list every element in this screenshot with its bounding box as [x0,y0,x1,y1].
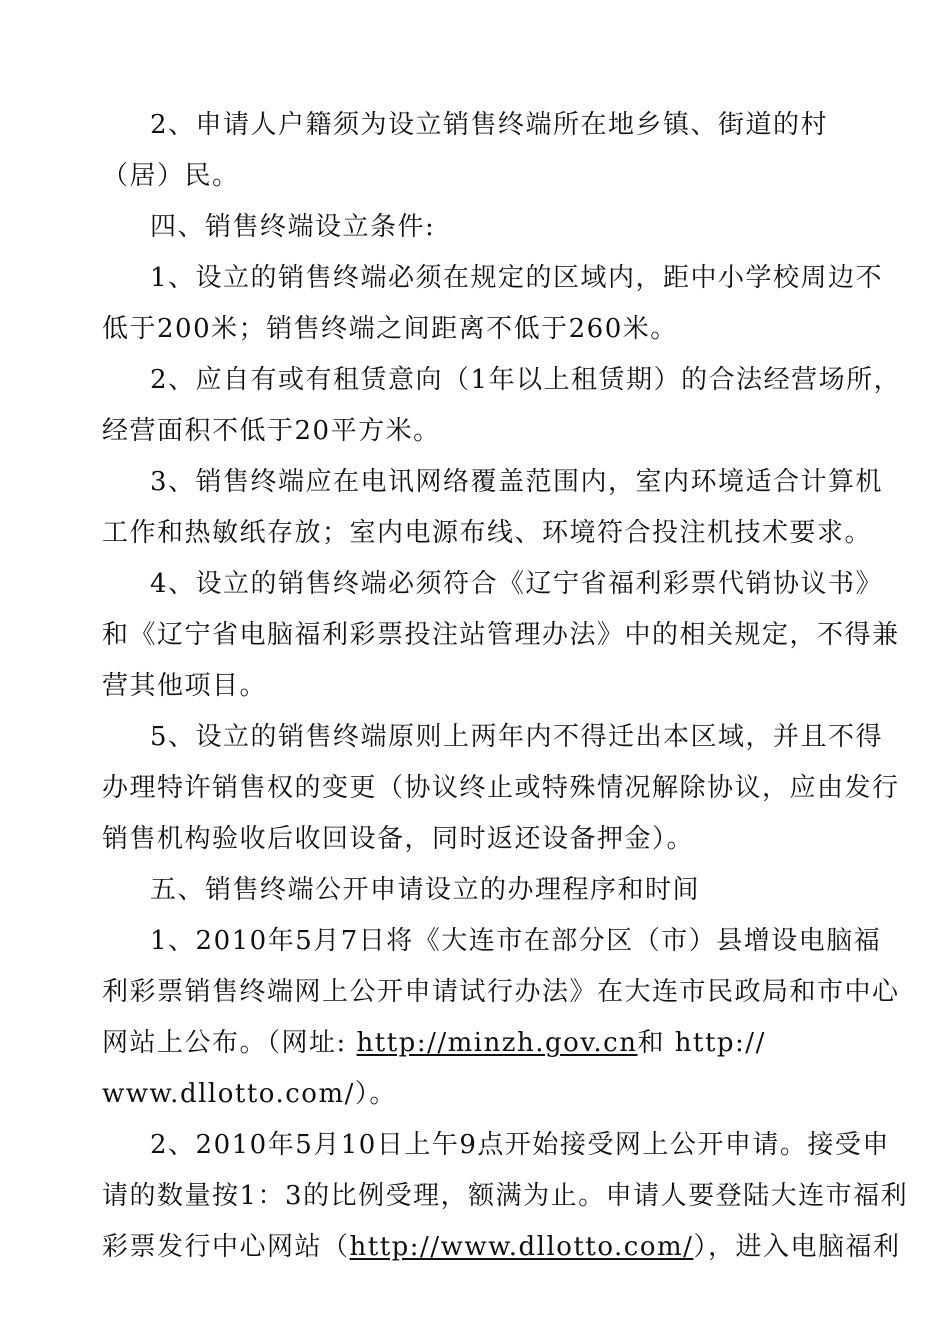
line-text: ），进入电脑福利 [693,1232,901,1262]
paragraph-line: 1、设立的销售终端必须在规定的区域内，距中小学校周边不 [150,263,884,293]
line-text: 彩票发行中心网站（ [102,1232,350,1262]
paragraph-line: 2、应自有或有租赁意向（1年以上租赁期）的合法经营场所， [150,365,902,395]
paragraph-line: www.dllotto.com/）。 [102,1079,397,1109]
paragraph-line: （居）民。 [102,161,240,191]
section-heading: 四、销售终端设立条件: [150,212,436,242]
paragraph-line: 办理特许销售权的变更（协议终止或特殊情况解除协议，应由发行 [102,773,900,803]
paragraph-line [102,1230,900,1264]
paragraph-line: 4、设立的销售终端必须符合《辽宁省福利彩票代销协议书》 [150,569,884,599]
paragraph-line: 2、2010年5月10日上午9点开始接受网上公开申请。接受申 [150,1130,890,1160]
paragraph-line: 工作和热敏纸存放；室内电源布线、环境符合投注机技术要求。 [102,518,873,548]
paragraph-line: 利彩票销售终端网上公开申请试行办法》在大连市民政局和市中心 [102,977,900,1007]
paragraph-line: 请的数量按1：3的比例受理，额满为止。申请人要登陆大连市福利 [102,1181,909,1211]
paragraph-line: 低于200米；销售终端之间距离不低于260米。 [102,314,678,344]
paragraph-line: 1、2010年5月7日将《大连市在部分区（市）县增设电脑福 [150,926,882,956]
minzh-link[interactable]: http://minzh.gov.cn [356,1028,638,1058]
paragraph-line: 3、销售终端应在电讯网络覆盖范围内，室内环境适合计算机 [150,467,884,497]
paragraph-line: 营其他项目。 [102,671,268,701]
section-heading: 五、销售终端公开申请设立的办理程序和时间 [150,875,701,905]
paragraph-line: 销售机构验收后收回设备，同时返还设备押金）。 [102,824,695,854]
paragraph-line [102,1026,766,1060]
paragraph-line: 5、设立的销售终端原则上两年内不得迁出本区域，并且不得 [150,722,884,752]
dllotto-link[interactable]: http://www.dllotto.com/ [349,1232,694,1262]
line-text: 和 http:// [637,1028,766,1058]
paragraph-line: 2、申请人户籍须为设立销售终端所在地乡镇、街道的村 [150,110,829,140]
line-text: 网站上公布。（网址: [102,1028,357,1058]
paragraph-line: 和《辽宁省电脑福利彩票投注站管理办法》中的相关规定，不得兼 [102,620,900,650]
paragraph-line: 经营面积不低于20平方米。 [102,416,441,446]
